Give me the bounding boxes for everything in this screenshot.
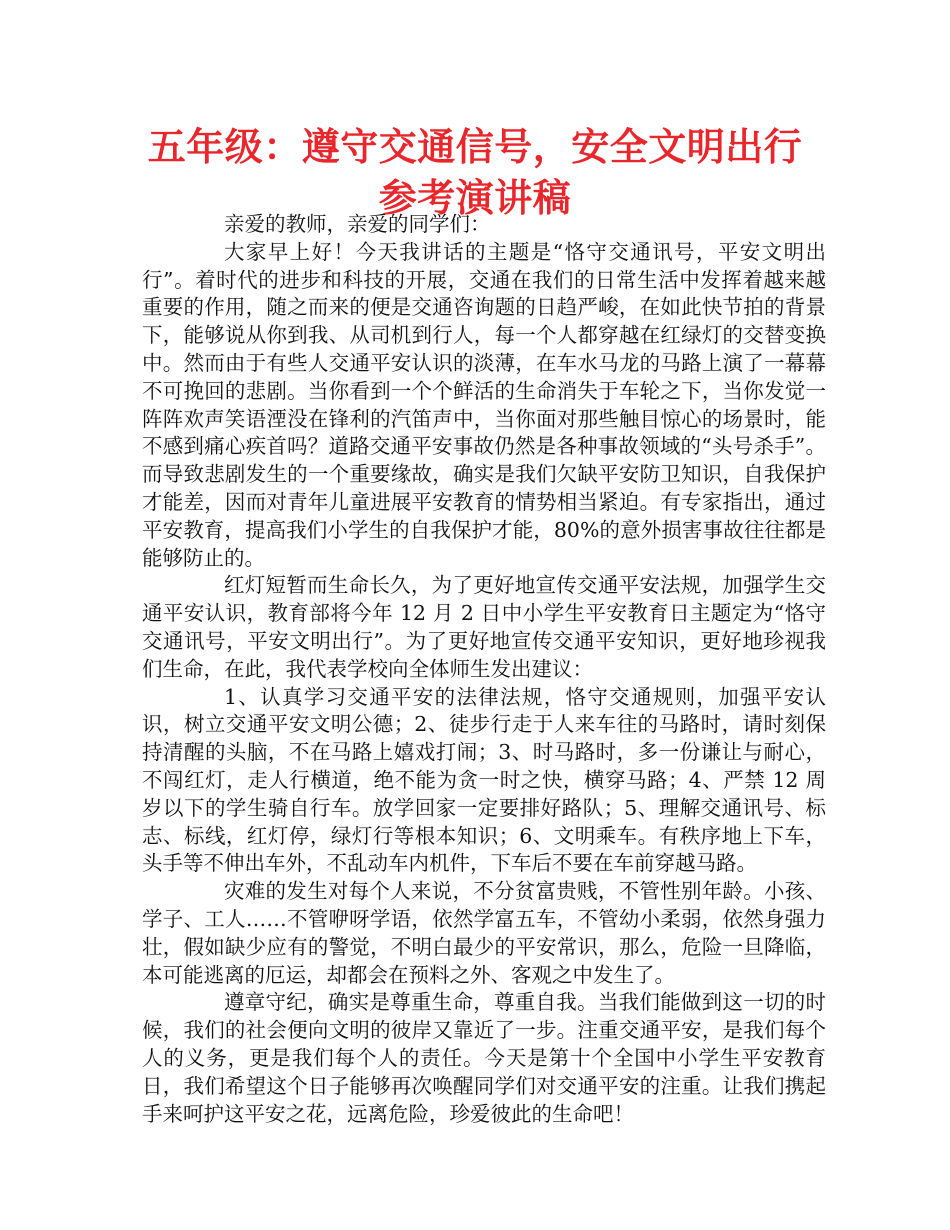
closing-paragraph: 遵章守纪，确实是尊重生命，尊重自我。当我们能做到这一切的时候，我们的社会便向文明的彼岸又靠近了一步。注重交通平安，是我们每个人的义务，更是我们每个人的责任。今天是第十个全国中小学生平安教育日，我们希望这个日子能够再次唤醒同学们对交通平安的注重。让我们携起手来呵护这平安之花，远离危险，珍爱彼此的生命吧！ bbox=[142, 990, 826, 1126]
body-paragraph: 灾难的发生对每个人来说，不分贫富贵贱，不管性别年龄。小孩、学子、工人……不管咿呀学语，依然学富五车，不管幼小柔弱，依然身强力壮，假如缺少应有的警觉，不明白最少的平安常识，那么，危险一旦降临，本可能逃离的厄运，却都会在预料之外、客观之中发生了。 bbox=[142, 879, 826, 987]
body-paragraph: 红灯短暂而生命长久，为了更好地宣传交通平安法规，加强学生交通平安认识，教育部将今年 12 月 2 日中小学生平安教育日主题定为“恪守交通讯号，平安文明出行”。为了更好地宣传交通平安知识，更好地珍视我们生命，在此，我代表学校向全体师生发出建议： bbox=[142, 573, 826, 681]
greeting-paragraph: 亲爱的教师，亲爱的同学们： bbox=[224, 212, 491, 236]
document-body bbox=[142, 211, 826, 1128]
body-paragraph: 1、认真学习交通平安的法律法规，恪守交通规则，加强平安认识，树立交通平安文明公德；2、徒步行走于人来车往的马路时，请时刻保持清醒的头脑，不在马路上嬉戏打闹；3、时马路时，多一份谦让与耐心，不闯红灯，走人行横道，绝不能为贪一时之快，横穿马路；4、严禁 12 周岁以下的学生骑自行车。放学回家一定要排好路队；5、理解交通讯号、标志、标线，红灯停，绿灯行等根本知识；6、文明乘车。有秩序地上下车，头手等不伸出车外，不乱动车内机件，下车后不要在车前穿越马路。 bbox=[142, 684, 826, 876]
body-paragraph: 大家早上好！今天我讲话的主题是“恪守交通讯号，平安文明出行”。着时代的进步和科技的开展，交通在我们的日常生活中发挥着越来越重要的作用，随之而来的便是交通咨询题的日趋严峻，在如此快节拍的背景下，能够说从你到我、从司机到行人，每一个人都穿越在红绿灯的交替变换中。然而由于有些人交通平安认识的淡薄，在车水马龙的马路上演了一幕幕不可挽回的悲剧。当你看到一个个鲜活的生命消失于车轮之下，当你发觉一阵阵欢声笑语湮没在锋利的汽笛声中，当你面对那些触目惊心的场景时，能不感到痛心疾首吗？道路交通平安事故仍然是各种事故领域的“头号杀手”。 而导致悲剧发生的一个重要缘故，确实是我们欠缺平安防卫知识，自我保护才能差，因而对青年儿童进展平安教育的情势相当紧迫。有专家指出，通过平安教育，提高我们小学生的自我保护才能，80%的意外损害事故往往都是能够防止的。 bbox=[142, 239, 826, 570]
document-title: 五年级：遵守交通信号，安全文明出行参考演讲稿 bbox=[147, 125, 803, 220]
